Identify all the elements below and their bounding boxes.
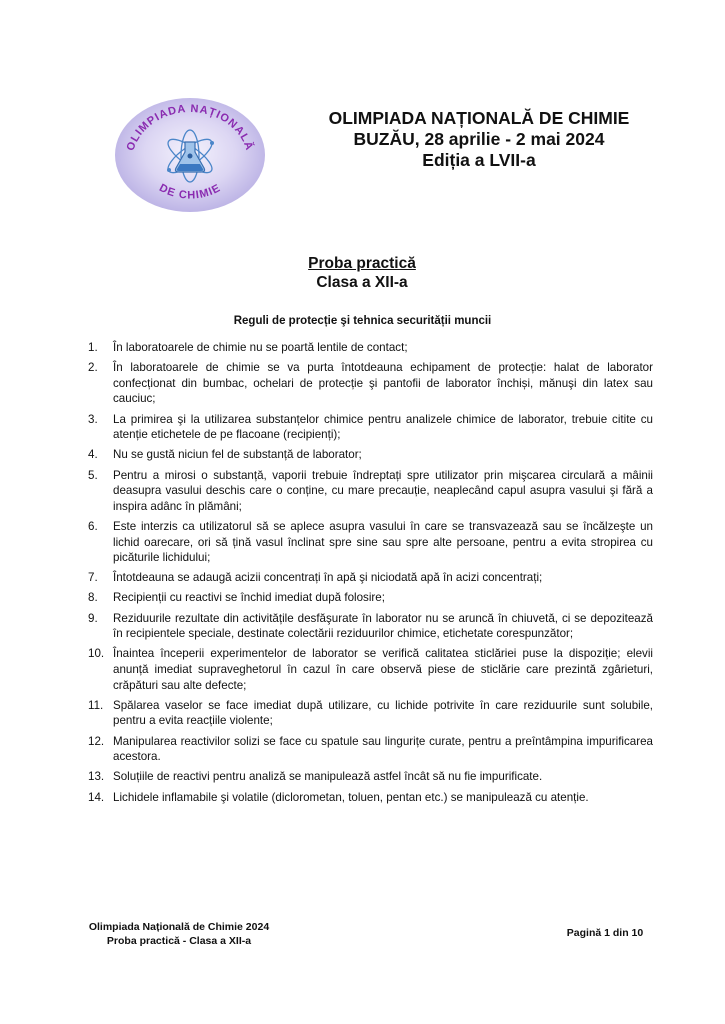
- rule-number: 1.: [88, 341, 98, 354]
- rule-item: [88, 590, 653, 606]
- rule-item: [88, 447, 653, 463]
- footer-exam-name: Proba practică - Clasa a XII-a: [106, 935, 252, 947]
- rule-number: 12.: [88, 734, 105, 748]
- rule-number: 13.: [88, 770, 105, 784]
- rule-number: 8.: [88, 591, 98, 605]
- rule-number: 4.: [88, 448, 98, 462]
- rule-item: [88, 611, 653, 642]
- olympiad-logo-graphic: [114, 96, 266, 214]
- rule-item: [88, 646, 653, 693]
- rule-number: 11.: [88, 698, 104, 712]
- rule-item: [88, 412, 653, 443]
- rule-number: 5.: [88, 468, 98, 482]
- rules-heading: Reguli de protecție şi tehnica securității muncii: [233, 315, 492, 327]
- rule-text: Lichidele inflamabile şi volatile (diclorometan, toluen, pentan etc.) se manipulează cu atenție.: [113, 790, 589, 804]
- rule-number: 7.: [88, 571, 98, 585]
- rule-item: [88, 769, 653, 785]
- exam-title: Proba practică: [308, 255, 416, 272]
- rule-text: Este interzis ca utilizatorul să se aplece asupra vasului în care se transvazează sau se încălzeşte un lichid oarecare, ori să țină vasul înclinat spre sine sau spre alte persoane, pentru a evita stropirea cu picăturile lichidului;: [113, 519, 653, 565]
- rule-text: În laboratoarele de chimie nu se poartă lentile de contact;: [113, 341, 408, 354]
- header-edition: Ediția a LVII-a: [422, 150, 536, 170]
- rule-number: 9.: [88, 611, 98, 625]
- rules-list: [88, 340, 653, 810]
- rule-item: [88, 519, 653, 566]
- rule-item: [88, 340, 653, 356]
- rule-text: Nu se gustă niciun fel de substanță de laborator;: [113, 448, 362, 462]
- rule-text: Reziduurile rezultate din activitățile desfăşurate în laborator nu se aruncă în chiuvetă, ci se depozitează în recipientele speciale, destinate colectării reziduurilor chimice, etichetate corespunzător;: [113, 611, 653, 641]
- rule-text: La primirea şi la utilizarea substanțelor chimice pentru analizele chimice de laborator, trebuie citite cu atenție etichetele de pe flacoane (recipienți);: [113, 412, 653, 442]
- logo-text-bottom: DE CHIMIE: [157, 181, 223, 202]
- olympiad-logo: [114, 96, 266, 214]
- rule-text: Întotdeauna se adaugă acizii concentrați în apă şi niciodată apă în acizi concentrați;: [113, 571, 543, 585]
- exam-title-block: [262, 254, 462, 292]
- exam-class: Clasa a XII-a: [316, 274, 408, 291]
- page-number: Pagină 1 din 10: [566, 927, 644, 939]
- rule-item: [88, 734, 653, 765]
- rule-item: [88, 360, 653, 407]
- rule-text: În laboratoarele de chimie se va purta întotdeauna echipament de protecție: halat de laborator confecționat din bumbac, ochelari de protecție şi pantofii de laborator închiși, mănuşi din latex sau cauciuc;: [113, 361, 653, 406]
- rule-text: Soluțiile de reactivi pentru analiză se manipulează astfel încât să nu fie impurificate.: [113, 770, 543, 784]
- footer-document-info: [74, 920, 284, 948]
- header-location-date: BUZĂU, 28 aprilie - 2 mai 2024: [353, 129, 605, 149]
- rule-text: Spălarea vaselor se face imediat după utilizare, cu lichide potrivite în care reziduurile sunt solubile, pentru a evita reacțiile violente;: [113, 698, 653, 728]
- document-header: [294, 108, 664, 171]
- rule-text: Înaintea începerii experimentelor de laborator se verifică calitatea sticlăriei puse la dispoziție; elevii anunță imediat supraveghetorul în cazul în care observă piese de sticlărie care prezintă zgârieturi, crăpături sau alte defecte;: [113, 647, 653, 692]
- rule-text: Pentru a mirosi o substanță, vaporii trebuie îndreptați spre utilizator prin mişcarea circulară a mâinii deasupra vasului deschis care o conține, cu mare precauție, neaplecând capul asupra vasului şi fără a inspira adânc în plămâni;: [113, 468, 653, 513]
- rule-number: 2.: [88, 361, 98, 375]
- logo-text-top: OLIMPIADA NAȚIONALĂ: [124, 102, 256, 153]
- footer-olympiad-name: Olimpiada Națională de Chimie 2024: [88, 921, 270, 933]
- rule-number: 10.: [88, 647, 105, 661]
- rule-item: [88, 698, 653, 729]
- rule-item: [88, 570, 653, 586]
- rule-text: Recipienții cu reactivi se închid imediat după folosire;: [113, 591, 385, 605]
- header-olympiad-title: OLIMPIADA NAȚIONALĂ DE CHIMIE: [328, 108, 630, 128]
- rule-number: 6.: [88, 519, 98, 533]
- rule-item: [88, 790, 653, 806]
- rule-item: [88, 468, 653, 515]
- rule-text: Manipularea reactivilor solizi se face cu spatule sau lingurițe curate, pentru a preîntâmpina impurificarea acestora.: [113, 734, 653, 764]
- rule-number: 14.: [88, 790, 105, 804]
- rule-number: 3.: [88, 412, 98, 426]
